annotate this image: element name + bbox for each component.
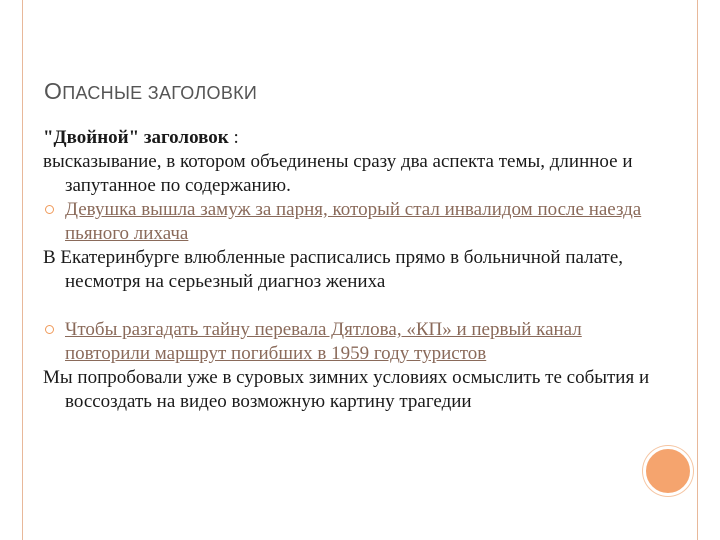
spacer xyxy=(43,294,663,318)
example-2 xyxy=(43,318,663,366)
example-1 xyxy=(43,198,663,246)
example-1-link[interactable]: Девушка вышла замуж за парня, который стал инвалидом после наезда пьяного лихача xyxy=(65,199,642,244)
colon: : xyxy=(228,127,239,148)
example-2-lead-span: Мы попробовали уже в суровых зимних условиях осмыслить те события и воссоздать на видео возможную картину трагедии xyxy=(43,367,650,412)
heading-line xyxy=(43,126,663,150)
bullet-icon xyxy=(45,325,54,334)
example-2-lead xyxy=(43,366,663,414)
decorative-circle-icon xyxy=(643,446,693,496)
definition-span: высказывание, в котором объединены сразу два аспекта темы, длинное и запутанное по содержанию. xyxy=(43,151,633,196)
example-1-lead xyxy=(43,246,663,294)
title-first-letter: О xyxy=(44,78,63,104)
title-rest: ПАСНЫЕ ЗАГОЛОВКИ xyxy=(62,83,258,103)
slide-body xyxy=(43,126,663,414)
definition-text xyxy=(43,150,663,198)
slide-title xyxy=(44,78,257,105)
example-1-lead-span: В Екатеринбурге влюбленные расписались прямо в больничной палате, несмотря на серьезный диагноз жениха xyxy=(43,247,624,292)
double-heading-label: "Двойной" заголовок xyxy=(43,127,229,148)
bullet-icon xyxy=(45,205,54,214)
example-2-link[interactable]: Чтобы разгадать тайну перевала Дятлова, «КП» и первый канал повторили маршрут погибших в 1959 году туристов xyxy=(65,319,582,364)
